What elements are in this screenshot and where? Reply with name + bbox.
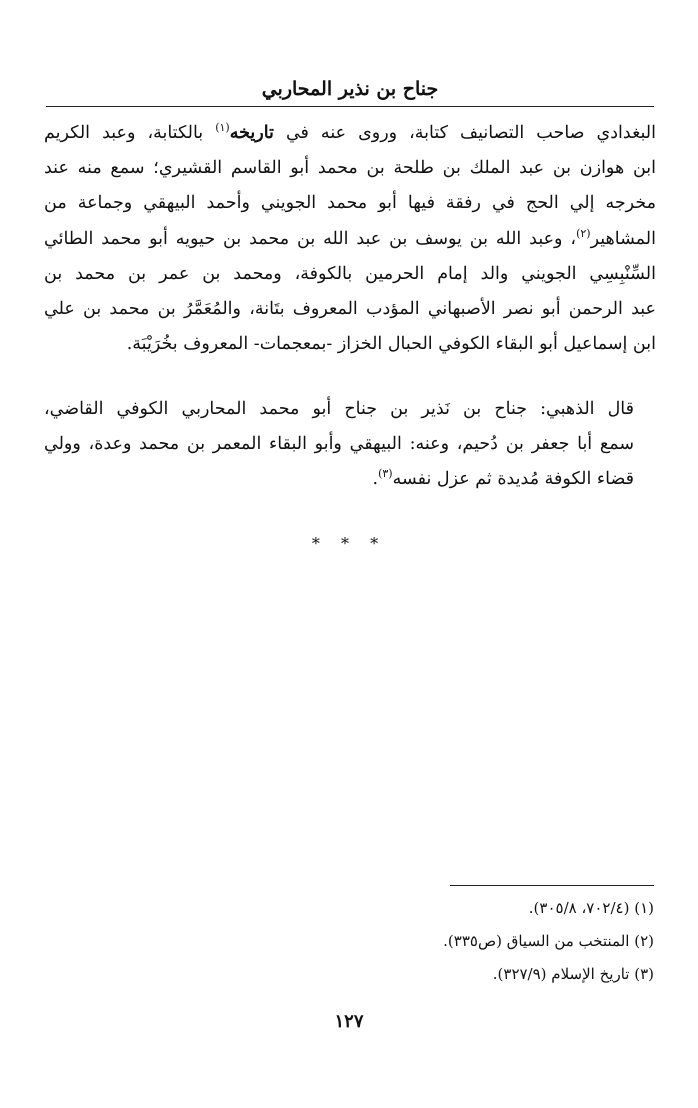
text-line: السِّنْبِسِي الجويني والد إمام الحرمين بالكوفة، ومحمد بن عمر بن محمد بن — [44, 263, 656, 284]
text-line: قال الذهبي: جناح بن نَذير بن جناح أبو محمد المحاربي الكوفي القاضي، — [44, 399, 634, 419]
footnote-number: (٣) — [634, 965, 654, 983]
body-paragraph-2 — [44, 392, 656, 498]
bold-work-title: تاريخه — [229, 123, 274, 143]
text-line: مخرجه إلي الحج في رفقة فيها أبو محمد الجويني وأحمد البيهقي وجماعة من — [44, 193, 656, 214]
footnote-ref-2[interactable]: (٢) — [576, 226, 591, 240]
text-line — [44, 462, 656, 497]
footnote-1 — [42, 892, 654, 925]
text-segment: . — [372, 469, 379, 490]
text-segment: البغدادي صاحب التصانيف كتابة، وروى عنه في — [273, 123, 656, 143]
footnote-text: المنتخب من السياق (ص٣٣٥). — [443, 932, 630, 950]
footnote-number: (١) — [634, 899, 654, 917]
text-line: ابن هوازن بن عبد الملك بن طلحة بن محمد أبو القاسم القشيري؛ سمع منه عند — [44, 158, 656, 179]
text-line — [44, 116, 656, 151]
page-number: ١٢٧ — [334, 1011, 364, 1032]
text-line: سمع أبا جعفر بن دُحيم، وعنه: البيهقي وأبو البقاء المعمر بن محمد وعدة، وولي — [44, 434, 634, 455]
footnote-2 — [42, 925, 654, 958]
footnote-ref-3[interactable]: (٣) — [378, 467, 393, 481]
text-line — [44, 222, 656, 257]
header-rule — [46, 106, 654, 107]
text-segment: ، وعبد الله بن يوسف بن عبد الله بن محمد بن حيويه أبو محمد الطائي — [44, 228, 577, 249]
text-line: ابن إسماعيل أبو البقاء الكوفي الحبال الخزاز -بمعجمات- المعروف بخُرَيْبَة. — [126, 334, 656, 355]
footnote-rule — [450, 885, 654, 886]
section-separator: * * * — [311, 534, 387, 553]
text-segment: بالكتابة، وعبد الكريم — [44, 123, 216, 143]
running-header: جناح بن نذير المحاربي — [261, 78, 439, 100]
text-segment: قضاء الكوفة مُديدة ثم عزل نفسه — [392, 469, 634, 490]
footnotes — [42, 892, 654, 991]
text-line: عبد الرحمن أبو نصر الأصبهاني المؤدب المعروف بتَانة، والمُعَمَّرُ بن محمد بن علي — [44, 299, 656, 320]
footnote-number: (٢) — [634, 932, 654, 950]
footnote-ref-1[interactable]: (١) — [215, 121, 230, 135]
footnote-text: (٧٠٢/٤، ٣٠٥/٨). — [528, 899, 630, 917]
footnote-3 — [42, 958, 654, 991]
footnote-text: تاريخ الإسلام (٣٢٧/٩). — [492, 965, 630, 983]
text-segment: المشاهير — [590, 228, 656, 249]
body-paragraph-1 — [44, 116, 656, 362]
